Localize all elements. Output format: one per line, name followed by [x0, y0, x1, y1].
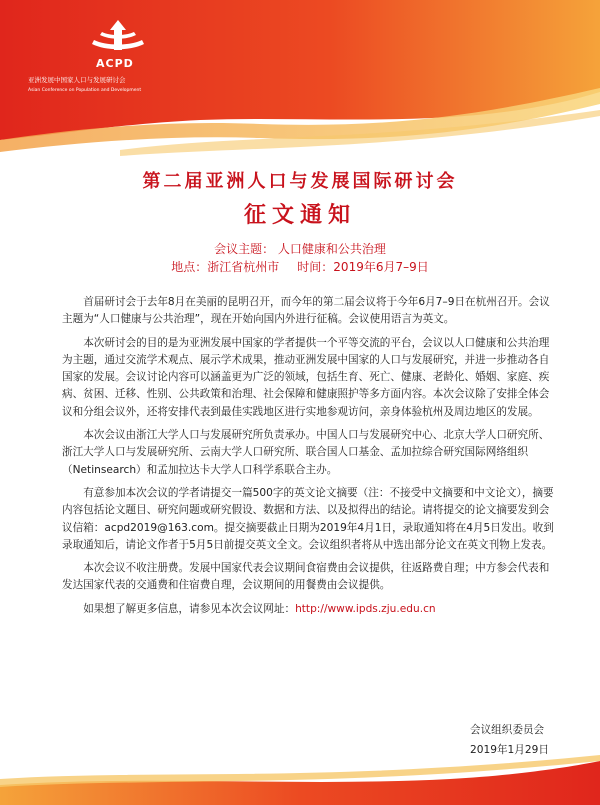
- time-value: 2019年6月7–9日: [333, 260, 429, 274]
- page-title: 第二届亚洲人口与发展国际研讨会: [142, 171, 458, 192]
- contact-text: 如果想了解更多信息，请参见本次会议网址：: [83, 602, 296, 615]
- paragraph-intro: 首届研讨会于去年8月在美丽的昆明召开，而今年的第二届会议将于今年6月7–9日在杭州召开。会议主题为“人口健康与公共治理”，现在开始向国内外进行征稿。会议使用语言为英文。: [62, 296, 550, 326]
- logo-english-name: Asian Conference on Population and Development: [28, 88, 142, 93]
- notice-body: [62, 294, 555, 624]
- paragraph-contact: [62, 601, 555, 618]
- theme-label: 会议主题：: [214, 242, 275, 256]
- logo-chinese-name: 亚洲发展中国家人口与发展研讨会: [28, 76, 126, 84]
- theme-line: [0, 240, 600, 257]
- logo-name: ACPD: [96, 57, 134, 70]
- paragraph-purpose: 本次研讨会的目的是为亚洲发展中国家的学者提供一个平等交流的平台，会议以人口健康和公共治理为主题，通过交流学术观点、展示学术成果，推动亚洲发展中国家的人口与发展研究，并进一步推动各自国家的发展。会议讨论内容可以涵盖更为广泛的领域，包括生育、死亡、健康、老龄化、婚姻、家庭、疾病、贫困、迁移、性别、公共政策和治理、社会保障和健康照护等多方面内容。本次会议除了安排全体会议和分组会议外，还将安排代表到最佳实践地区进行实地参观访问，亲身体验杭州及周边地区的发展。: [62, 336, 550, 418]
- footer-decoration: [0, 745, 600, 805]
- page-subtitle: 征文通知: [243, 203, 356, 228]
- time-label: 时间：: [297, 260, 334, 274]
- acpd-logo: [28, 18, 192, 113]
- paragraph-submission: 有意参加本次会议的学者请提交一篇500字的英文论文摘要（注：不接受中文摘要和中文论文），摘要内容包括论文题目、研究问题或研究假设、数据和方法、以及拟得出的结论。请将提交的论文摘要发到会议信箱：acpd2019@163.com。提交摘要截止日期为2019年4月1日，录取通知将在4月5日发出。收到录取通知后，请论文作者于5月5日前提交英文全文。会议组织者将从中选出部分论文在英文刊物上发表。: [62, 486, 554, 551]
- signature-date: 2019年1月29日: [470, 744, 549, 756]
- logo-mark-icon: [88, 18, 148, 56]
- signature-organization: 会议组织委员会: [470, 724, 545, 736]
- place-value: 浙江省杭州市: [207, 260, 280, 274]
- website-link[interactable]: http://www.ipds.zju.edu.cn: [295, 602, 436, 615]
- place-time-line: [0, 258, 600, 275]
- paragraph-fees: 本次会议不收注册费。发展中国家代表会议期间食宿费由会议提供，往返路费自理；中方参会代表和发达国家代表的交通费和住宿费自理，会议期间的用餐费由会议提供。: [62, 562, 550, 592]
- paragraph-organizers: 本次会议由浙江大学人口与发展研究所负责承办。中国人口与发展研究中心、北京大学人口研究所、浙江大学人口与发展研究所、云南大学人口研究所、联合国人口基金、孟加拉综合研究国际网络组织（Netinsearch）和孟加拉达卡大学人口科学系联合主办。: [62, 429, 550, 476]
- place-label: 地点：: [171, 260, 208, 274]
- theme-value: 人口健康和公共治理: [277, 242, 386, 256]
